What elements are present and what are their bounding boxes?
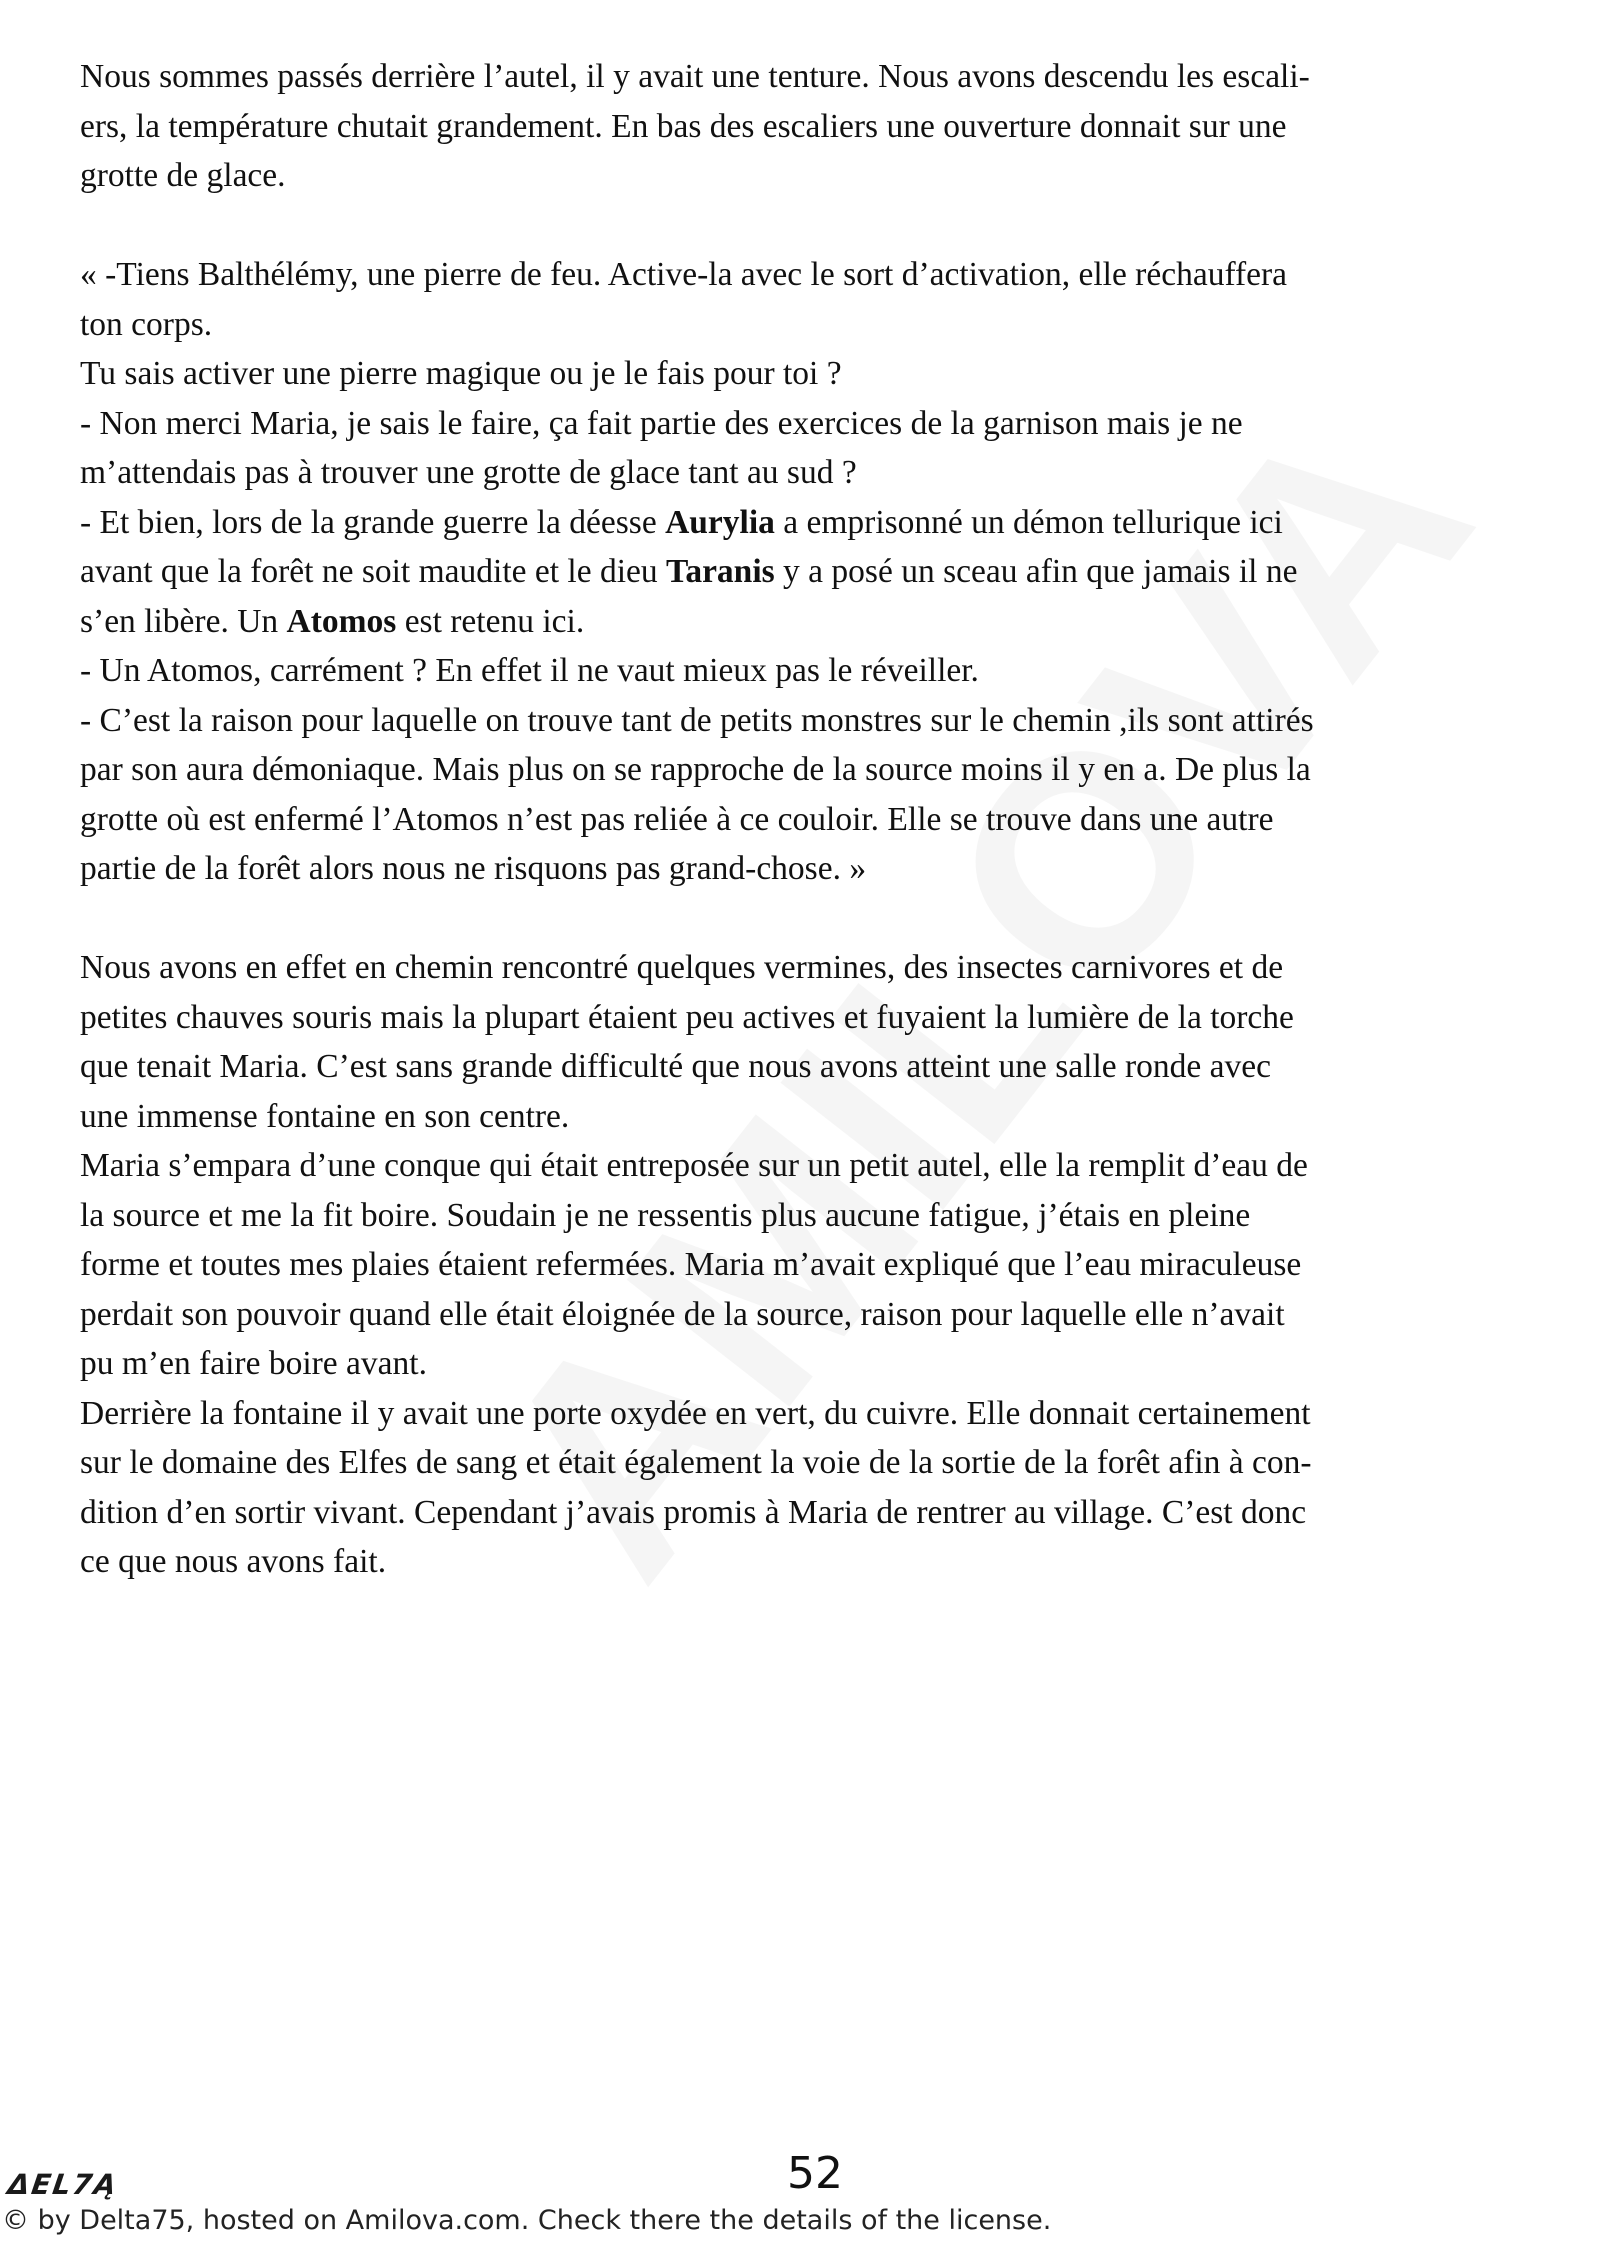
- text-line: [80, 250, 1580, 300]
- text-segment: ce que nous avons fait.: [80, 1543, 387, 1580]
- text-segment: Tu sais activer une pierre magique ou je le fais pour toi ?: [80, 355, 842, 392]
- text-segment: s’en libère. Un: [80, 602, 287, 640]
- text-segment: avant que la forêt ne soit maudite et le dieu: [80, 553, 667, 590]
- text-segment: par son aura démoniaque. Mais plus on se rapproche de la source moins il y en a. De plus la: [80, 751, 1311, 788]
- text-segment: ton corps.: [80, 305, 213, 343]
- text-segment: Maria s’empara d’une conque qui était entreposée sur un petit autel, elle la remplit d’eau de: [80, 1147, 1308, 1184]
- text-line: [80, 943, 1580, 993]
- text-segment: Derrière la fontaine il y avait une porte oxydée en vert, du cuivre. Elle donnait certainement: [80, 1394, 1311, 1432]
- bold-name: Taranis: [666, 553, 775, 590]
- text-line: [80, 498, 1580, 548]
- text-line: [80, 52, 1580, 102]
- text-segment: grotte où est enfermé l’Atomos n’est pas reliée à ce couloir. Elle se trouve dans une autre: [80, 800, 1274, 838]
- text-segment: que tenait Maria. C’est sans grande difficulté que nous avons atteint une salle ronde avec: [80, 1048, 1272, 1085]
- text-segment: Nous avons en effet en chemin rencontré quelques vermines, des insectes carnivores et de: [80, 949, 1284, 986]
- delta-logo: ΔEL7Ą: [5, 2168, 121, 2201]
- text-segment: perdait son pouvoir quand elle était éloignée de la source, raison pour laquelle elle n’avait: [80, 1295, 1285, 1333]
- text-segment: partie de la forêt alors nous ne risquons pas grand-chose. »: [80, 850, 867, 887]
- text-segment: petites chauves souris mais la plupart étaient peu actives et fuyaient la lumière de la torche: [80, 998, 1294, 1036]
- text-line: [80, 448, 1580, 498]
- text-segment: ers, la température chutait grandement. En bas des escaliers une ouverture donnait sur une: [80, 107, 1287, 145]
- paragraph-break: [80, 201, 1580, 251]
- text-segment: m’attendais pas à trouver une grotte de glace tant au sud ?: [80, 454, 857, 491]
- text-line: [80, 151, 1580, 201]
- bold-name: Atomos: [286, 602, 397, 640]
- text-segment: est retenu ici.: [396, 602, 585, 640]
- license-footer: © by Delta75, hosted on Amilova.com. Check there the details of the license.: [2, 2205, 1052, 2236]
- bold-name: Aurylia: [665, 503, 775, 541]
- text-line: [80, 597, 1580, 647]
- text-line: [80, 1537, 1580, 1587]
- text-line: [80, 1339, 1580, 1389]
- text-line: [80, 399, 1580, 449]
- text-line: [80, 795, 1580, 845]
- text-segment: sur le domaine des Elfes de sang et était également la voie de la sortie de la forêt afin à con-: [80, 1444, 1312, 1481]
- text-segment: - Non merci Maria, je sais le faire, ça fait partie des exercices de la garnison mais je ne: [80, 404, 1243, 442]
- text-line: [80, 1240, 1580, 1290]
- text-segment: y a posé un sceau afin que jamais il ne: [774, 553, 1298, 590]
- text-line: [80, 1141, 1580, 1191]
- text-line: [80, 1191, 1580, 1241]
- story-text: [80, 52, 1580, 1587]
- text-segment: grotte de glace.: [80, 157, 286, 194]
- text-line: [80, 1389, 1580, 1439]
- text-line: [80, 993, 1580, 1043]
- text-line: [80, 1042, 1580, 1092]
- text-segment: pu m’en faire boire avant.: [80, 1345, 427, 1382]
- text-segment: - Un Atomos, carrément ? En effet il ne vaut mieux pas le réveiller.: [80, 652, 979, 689]
- text-line: [80, 646, 1580, 696]
- text-line: [80, 1488, 1580, 1538]
- text-segment: une immense fontaine en son centre.: [80, 1097, 570, 1135]
- text-segment: « -Tiens Balthélémy, une pierre de feu. Active-la avec le sort d’activation, elle réchauffera: [80, 256, 1288, 293]
- paragraph-break: [80, 894, 1580, 944]
- page-number: 52: [787, 2148, 843, 2199]
- text-line: [80, 844, 1580, 894]
- text-segment: a emprisonné un démon tellurique ici: [774, 503, 1283, 541]
- text-line: [80, 696, 1580, 746]
- text-segment: dition d’en sortir vivant. Cependant j’avais promis à Maria de rentrer au village. C’est donc: [80, 1493, 1307, 1531]
- text-line: [80, 300, 1580, 350]
- text-line: [80, 1290, 1580, 1340]
- text-segment: Nous sommes passés derrière l’autel, il y avait une tenture. Nous avons descendu les escali-: [80, 58, 1310, 95]
- text-segment: la source et me la fit boire. Soudain je ne ressentis plus aucune fatigue, j’étais en pleine: [80, 1196, 1251, 1234]
- text-line: [80, 102, 1580, 152]
- text-segment: - C’est la raison pour laquelle on trouve tant de petits monstres sur le chemin ,ils sont attirés: [80, 701, 1314, 739]
- text-line: [80, 1438, 1580, 1488]
- text-line: [80, 745, 1580, 795]
- text-line: [80, 349, 1580, 399]
- text-segment: forme et toutes mes plaies étaient refermées. Maria m’avait expliqué que l’eau miraculeuse: [80, 1246, 1302, 1283]
- text-line: [80, 1092, 1580, 1142]
- text-segment: - Et bien, lors de la grande guerre la déesse: [80, 503, 666, 541]
- text-line: [80, 547, 1580, 597]
